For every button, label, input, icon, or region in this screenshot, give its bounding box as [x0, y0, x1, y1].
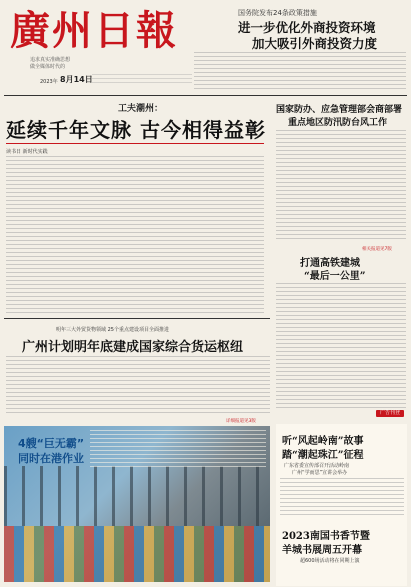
top-story-headline-2: 加大吸引外商投资力度 [252, 36, 378, 51]
rail-story-headline-2: “最后一公里” [304, 271, 366, 282]
top-story-body [194, 52, 406, 92]
top-story-kicker: 国务院发布24条政策措施 [238, 9, 317, 17]
masthead-info-lines [92, 74, 192, 86]
middle-story-body [6, 356, 270, 416]
container-stacks [4, 526, 270, 582]
lead-story-rule [6, 143, 264, 144]
crane-silhouettes [4, 466, 270, 526]
masthead-slogan-1: 追求真实准确思想 [30, 57, 71, 63]
culture-story-headline-2: 踏“潮起珠江”征程 [282, 450, 364, 461]
middle-story-footer: 详细报道见3版 [226, 419, 256, 424]
lead-story-body [6, 156, 264, 316]
edition-year: 2023年 [40, 79, 58, 85]
lead-story-byline: 读书日 新时代实践 [6, 149, 48, 155]
right-story-body [276, 130, 406, 242]
rail-story-headline-1: 打通高铁建城 [300, 258, 360, 269]
port-promo-line1: 4艘“巨无霸” [18, 437, 85, 450]
right-story-headline-1: 国家防办、应急管理部会商部署 [276, 105, 403, 115]
masthead-divider [4, 95, 407, 96]
top-story-headline-1: 进一步优化外商投资环境 [238, 20, 376, 35]
edition-date: 8月14日 [60, 75, 93, 84]
culture-story-headline-1: 听“风起岭南”故事 [282, 436, 364, 447]
middle-story-kicker: 明年三大外贸货物领域 25个重点建设项目全面推进 [56, 327, 169, 333]
right-story-headline-2: 重点地区防汛防台风工作 [288, 118, 388, 128]
book-fair-headline-1: 2023南国书香节暨 [282, 531, 370, 542]
culture-story-sub: 广东省委宣传部召开活动岭南 [284, 463, 350, 469]
middle-divider [4, 318, 270, 319]
right-story-footer: 相关报道见7版 [362, 247, 392, 252]
rail-story-body [276, 283, 406, 409]
book-fair-headline-2: 羊城书展周五开幕 [282, 545, 362, 556]
masthead-slogan-2: 做全媒体时代的 [30, 64, 66, 70]
lead-story-kicker: 工夫潮州： [118, 104, 164, 114]
port-promo-line2: 同时在港作业 [18, 452, 84, 465]
culture-story-sub2: 广州“学而思”宣讲会举办 [292, 470, 348, 476]
port-photo-caption [90, 430, 266, 470]
newspaper-logo: 廣州日報 [10, 7, 178, 54]
culture-story-body [280, 478, 404, 518]
lead-story-headline: 延续千年文脉 古今相得益彰 [6, 118, 266, 142]
book-fair-sub: 超600场活动将在同期上演 [300, 558, 360, 564]
ad-tag: 广告刊登 [376, 410, 404, 417]
middle-story-headline: 广州计划明年底建成国家综合货运枢纽 [22, 340, 244, 355]
